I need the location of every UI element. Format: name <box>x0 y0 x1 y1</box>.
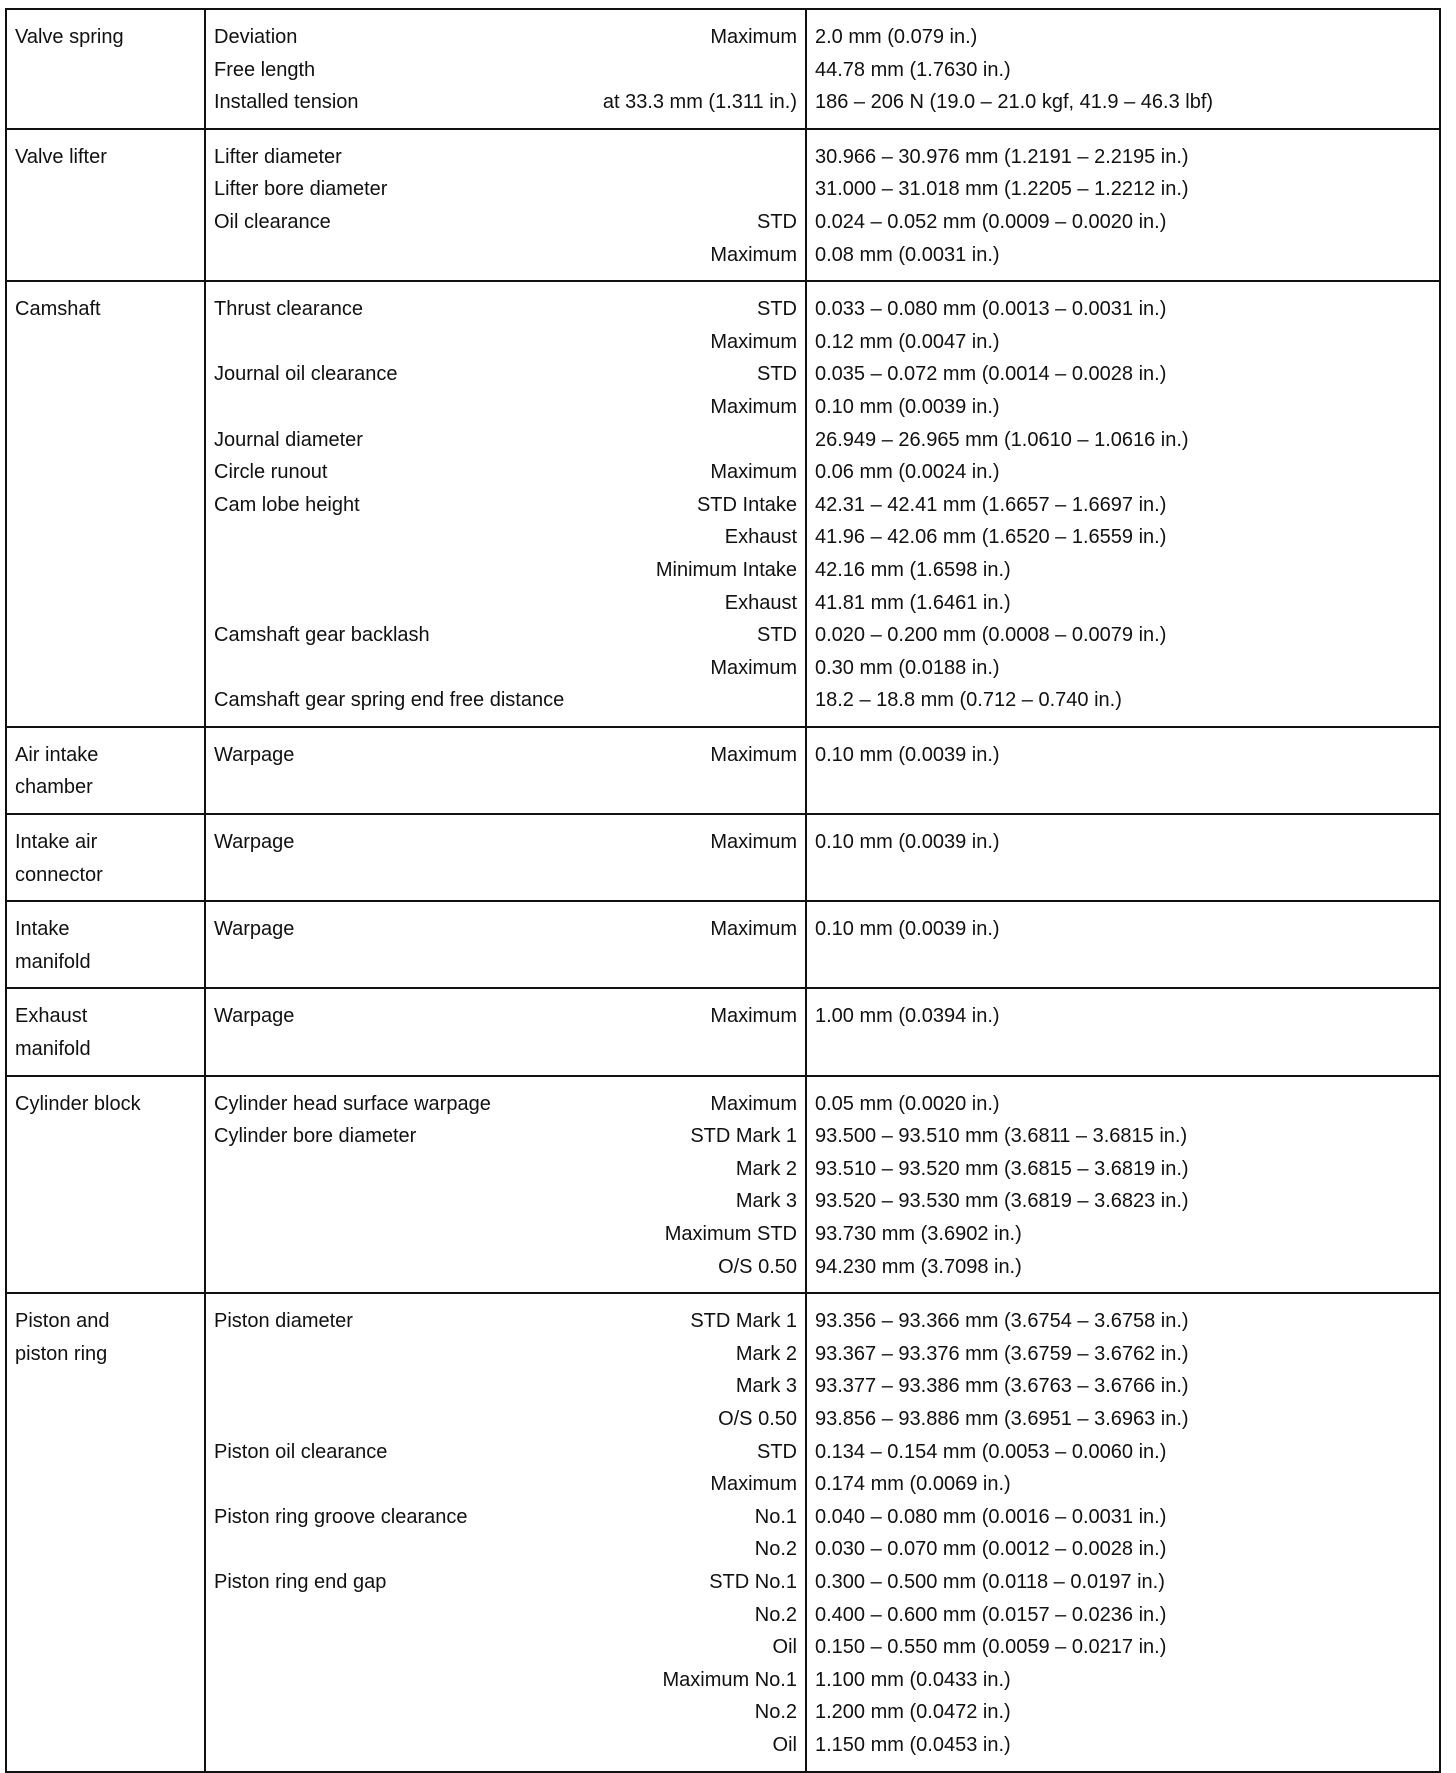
item-label: Lifter diameter <box>214 145 342 168</box>
component-name: Air intake <box>15 743 99 766</box>
spec-value: 41.96 – 42.06 mm (1.6520 – 1.6559 in.) <box>815 526 1167 549</box>
spec-value: 0.30 mm (0.0188 in.) <box>815 656 1000 679</box>
value-cell <box>806 9 1440 129</box>
item-line <box>214 489 797 522</box>
spec-table-body <box>6 9 1440 1772</box>
item-label: Journal diameter <box>214 428 363 451</box>
spec-value: 0.05 mm (0.0020 in.) <box>815 1092 1000 1115</box>
item-cell <box>205 727 806 814</box>
item-line <box>214 684 797 717</box>
item-line <box>214 1403 797 1436</box>
item-line <box>214 1338 797 1371</box>
condition-label: Maximum <box>710 461 797 484</box>
spec-section-row <box>6 1293 1440 1771</box>
spec-value: 1.100 mm (0.0433 in.) <box>815 1668 1011 1691</box>
item-line <box>214 826 797 859</box>
item-line <box>214 239 797 272</box>
value-cell <box>806 814 1440 901</box>
spec-value: 0.150 – 0.550 mm (0.0059 – 0.0217 in.) <box>815 1636 1167 1659</box>
component-cell <box>6 129 205 281</box>
spec-value: 93.500 – 93.510 mm (3.6811 – 3.6815 in.) <box>815 1125 1188 1148</box>
spec-value: 0.020 – 0.200 mm (0.0008 – 0.0079 in.) <box>815 624 1167 647</box>
condition-label: Maximum <box>710 243 797 266</box>
condition-label: Maximum <box>710 1473 797 1496</box>
component-cell <box>6 901 205 988</box>
item-line <box>214 1120 797 1153</box>
item-line <box>214 358 797 391</box>
condition-label: STD <box>757 298 797 321</box>
spec-section-row <box>6 1076 1440 1294</box>
spec-table <box>5 8 1441 1773</box>
item-label: Installed tension <box>214 91 359 114</box>
condition-label: STD <box>757 1440 797 1463</box>
item-label: Cylinder head surface warpage <box>214 1092 491 1115</box>
condition-label: No.2 <box>754 1701 797 1724</box>
value-cell <box>806 988 1440 1075</box>
spec-value: 0.12 mm (0.0047 in.) <box>815 330 1000 353</box>
item-line <box>214 1370 797 1403</box>
component-name: manifold <box>15 950 91 973</box>
item-label: Lifter bore diameter <box>214 178 388 201</box>
item-label: Piston ring end gap <box>214 1570 387 1593</box>
item-line <box>214 206 797 239</box>
item-line <box>214 21 797 54</box>
item-label: Circle runout <box>214 461 328 484</box>
item-line <box>214 1251 797 1284</box>
item-line <box>214 1533 797 1566</box>
spec-value: 42.31 – 42.41 mm (1.6657 – 1.6697 in.) <box>815 493 1167 516</box>
spec-value: 0.300 – 0.500 mm (0.0118 – 0.0197 in.) <box>815 1570 1165 1593</box>
condition-label: Mark 3 <box>735 1375 797 1398</box>
component-name: Intake air <box>15 831 98 854</box>
spec-value: 26.949 – 26.965 mm (1.0610 – 1.0616 in.) <box>815 428 1189 451</box>
spec-section-row <box>6 281 1440 727</box>
component-name: Exhaust <box>15 1005 88 1028</box>
item-line <box>214 652 797 685</box>
condition-label: Maximum <box>710 1005 797 1028</box>
spec-section-row <box>6 988 1440 1075</box>
item-line <box>214 391 797 424</box>
item-label: Camshaft gear spring end free distance <box>214 689 565 712</box>
item-label: Thrust clearance <box>214 298 363 321</box>
item-label: Warpage <box>214 1005 295 1028</box>
spec-value: 93.520 – 93.530 mm (3.6819 – 3.6823 in.) <box>815 1190 1189 1213</box>
condition-label: No.2 <box>754 1603 797 1626</box>
component-cell <box>6 988 205 1075</box>
item-label: Camshaft gear backlash <box>214 624 430 647</box>
spec-value: 93.856 – 93.886 mm (3.6951 – 3.6963 in.) <box>815 1407 1189 1430</box>
spec-section-row <box>6 727 1440 814</box>
item-line <box>214 1088 797 1121</box>
item-line <box>214 554 797 587</box>
item-label: Cylinder bore diameter <box>214 1125 417 1148</box>
component-cell <box>6 9 205 129</box>
condition-label: STD No.1 <box>709 1570 797 1593</box>
component-cell <box>6 1076 205 1294</box>
item-label: Cam lobe height <box>214 493 360 516</box>
item-cell <box>205 988 806 1075</box>
item-line <box>214 1153 797 1186</box>
spec-value: 0.10 mm (0.0039 in.) <box>815 831 1000 854</box>
component-name: Piston and <box>15 1310 110 1333</box>
item-line <box>214 54 797 87</box>
item-line <box>214 739 797 772</box>
spec-value: 1.150 mm (0.0453 in.) <box>815 1733 1011 1756</box>
spec-value: 0.10 mm (0.0039 in.) <box>815 395 1000 418</box>
condition-label: Exhaust <box>724 591 797 614</box>
item-line <box>214 86 797 119</box>
item-line <box>214 1468 797 1501</box>
condition-label: Maximum <box>710 330 797 353</box>
condition-label: O/S 0.50 <box>718 1255 797 1278</box>
spec-value: 0.10 mm (0.0039 in.) <box>815 743 1000 766</box>
spec-value: 0.10 mm (0.0039 in.) <box>815 918 1000 941</box>
value-cell <box>806 727 1440 814</box>
item-cell <box>205 901 806 988</box>
value-cell <box>806 1076 1440 1294</box>
component-name: Intake <box>15 918 70 941</box>
spec-value: 93.730 mm (3.6902 in.) <box>815 1223 1022 1245</box>
item-line <box>214 521 797 554</box>
item-label: Warpage <box>214 918 295 941</box>
spec-section-row <box>6 814 1440 901</box>
item-line <box>214 141 797 174</box>
condition-label: Mark 3 <box>735 1190 797 1213</box>
spec-value: 0.174 mm (0.0069 in.) <box>815 1473 1011 1496</box>
spec-value: 186 – 206 N (19.0 – 21.0 kgf, 41.9 – 46.3 lbf) <box>815 91 1214 114</box>
item-line <box>214 326 797 359</box>
spec-value: 94.230 mm (3.7098 in.) <box>815 1255 1022 1278</box>
value-cell <box>806 901 1440 988</box>
spec-value: 18.2 – 18.8 mm (0.712 – 0.740 in.) <box>815 689 1122 712</box>
condition-label: Exhaust <box>724 526 797 549</box>
condition-label: Maximum <box>710 656 797 679</box>
item-line <box>214 1631 797 1664</box>
spec-value: 0.024 – 0.052 mm (0.0009 – 0.0020 in.) <box>815 210 1167 233</box>
value-cell <box>806 129 1440 281</box>
spec-value: 31.000 – 31.018 mm (1.2205 – 1.2212 in.) <box>815 178 1189 201</box>
spec-value: 0.030 – 0.070 mm (0.0012 – 0.0028 in.) <box>815 1538 1167 1561</box>
spec-section-row <box>6 901 1440 988</box>
item-line <box>214 424 797 457</box>
item-line <box>214 587 797 620</box>
spec-value: 0.033 – 0.080 mm (0.0013 – 0.0031 in.) <box>815 298 1167 321</box>
condition-label: STD <box>757 210 797 233</box>
component-cell <box>6 1293 205 1771</box>
item-line <box>214 1218 797 1251</box>
condition-label: STD Mark 1 <box>690 1125 797 1148</box>
condition-label: Maximum <box>710 26 797 48</box>
item-label: Piston diameter <box>214 1310 353 1333</box>
component-name: Camshaft <box>15 298 101 321</box>
component-name: Cylinder block <box>15 1092 141 1115</box>
condition-label: Maximum No.1 <box>662 1668 797 1691</box>
component-cell <box>6 727 205 814</box>
item-line <box>214 1664 797 1697</box>
item-line <box>214 1696 797 1729</box>
item-line <box>214 1566 797 1599</box>
spec-value: 93.356 – 93.366 mm (3.6754 – 3.6758 in.) <box>815 1310 1189 1333</box>
condition-label: STD Intake <box>696 493 797 516</box>
item-label: Piston oil clearance <box>214 1440 388 1463</box>
spec-value: 30.966 – 30.976 mm (1.2191 – 2.2195 in.) <box>815 145 1189 168</box>
item-line <box>214 1729 797 1762</box>
item-line <box>214 173 797 206</box>
condition-label: O/S 0.50 <box>718 1407 797 1430</box>
value-cell <box>806 1293 1440 1771</box>
item-line <box>214 619 797 652</box>
condition-label: Maximum STD <box>664 1223 797 1245</box>
condition-label: at 33.3 mm (1.311 in.) <box>602 91 797 114</box>
component-cell <box>6 281 205 727</box>
spec-value: 0.035 – 0.072 mm (0.0014 – 0.0028 in.) <box>815 363 1167 386</box>
item-line <box>214 1000 797 1033</box>
item-label: Warpage <box>214 743 295 766</box>
spec-value: 1.00 mm (0.0394 in.) <box>815 1005 1000 1028</box>
condition-label: No.1 <box>754 1505 797 1528</box>
component-cell <box>6 814 205 901</box>
condition-label: Mark 2 <box>735 1342 797 1365</box>
component-name: connector <box>15 863 103 886</box>
item-label: Deviation <box>214 26 298 48</box>
item-cell <box>205 9 806 129</box>
spec-value: 0.134 – 0.154 mm (0.0053 – 0.0060 in.) <box>815 1440 1167 1463</box>
spec-section-row <box>6 129 1440 281</box>
spec-value: 0.040 – 0.080 mm (0.0016 – 0.0031 in.) <box>815 1505 1167 1528</box>
condition-label: STD <box>757 624 797 647</box>
condition-label: Minimum Intake <box>655 558 797 581</box>
spec-value: 0.08 mm (0.0031 in.) <box>815 243 1000 266</box>
spec-value: 0.400 – 0.600 mm (0.0157 – 0.0236 in.) <box>815 1603 1167 1626</box>
component-name: chamber <box>15 776 93 799</box>
condition-label: Maximum <box>710 918 797 941</box>
condition-label: No.2 <box>754 1538 797 1561</box>
item-label: Oil clearance <box>214 210 331 233</box>
spec-value: 93.377 – 93.386 mm (3.6763 – 3.6766 in.) <box>815 1375 1189 1398</box>
component-name: piston ring <box>15 1342 108 1365</box>
item-cell <box>205 281 806 727</box>
item-line <box>214 1185 797 1218</box>
item-cell <box>205 1293 806 1771</box>
spec-value: 2.0 mm (0.079 in.) <box>815 26 978 48</box>
condition-label: Maximum <box>710 831 797 854</box>
component-name: Valve spring <box>15 26 124 48</box>
spec-value: 93.510 – 93.520 mm (3.6815 – 3.6819 in.) <box>815 1157 1189 1180</box>
item-label: Warpage <box>214 831 295 854</box>
item-cell <box>205 129 806 281</box>
condition-label: Maximum <box>710 395 797 418</box>
spec-value: 41.81 mm (1.6461 in.) <box>815 591 1011 614</box>
component-name: Valve lifter <box>15 145 107 168</box>
condition-label: STD Mark 1 <box>690 1310 797 1333</box>
condition-label: Oil <box>772 1636 797 1659</box>
condition-label: STD <box>757 363 797 386</box>
spec-value: 44.78 mm (1.7630 in.) <box>815 58 1011 81</box>
item-line <box>214 913 797 946</box>
item-line <box>214 1436 797 1469</box>
item-cell <box>205 814 806 901</box>
condition-label: Mark 2 <box>735 1157 797 1180</box>
condition-label: Maximum <box>710 1092 797 1115</box>
item-line <box>214 456 797 489</box>
spec-section-row <box>6 9 1440 129</box>
value-cell <box>806 281 1440 727</box>
condition-label: Maximum <box>710 743 797 766</box>
spec-value: 1.200 mm (0.0472 in.) <box>815 1701 1011 1724</box>
item-cell <box>205 1076 806 1294</box>
condition-label: Oil <box>772 1733 797 1756</box>
item-line <box>214 1305 797 1338</box>
item-label: Journal oil clearance <box>214 363 398 386</box>
item-label: Piston ring groove clearance <box>214 1505 468 1528</box>
spec-value: 42.16 mm (1.6598 in.) <box>815 558 1011 581</box>
spec-value: 0.06 mm (0.0024 in.) <box>815 461 1000 484</box>
item-line <box>214 1599 797 1632</box>
item-label: Free length <box>214 58 316 81</box>
item-line <box>214 293 797 326</box>
component-name: manifold <box>15 1038 91 1061</box>
item-line <box>214 1501 797 1534</box>
spec-value: 93.367 – 93.376 mm (3.6759 – 3.6762 in.) <box>815 1342 1189 1365</box>
